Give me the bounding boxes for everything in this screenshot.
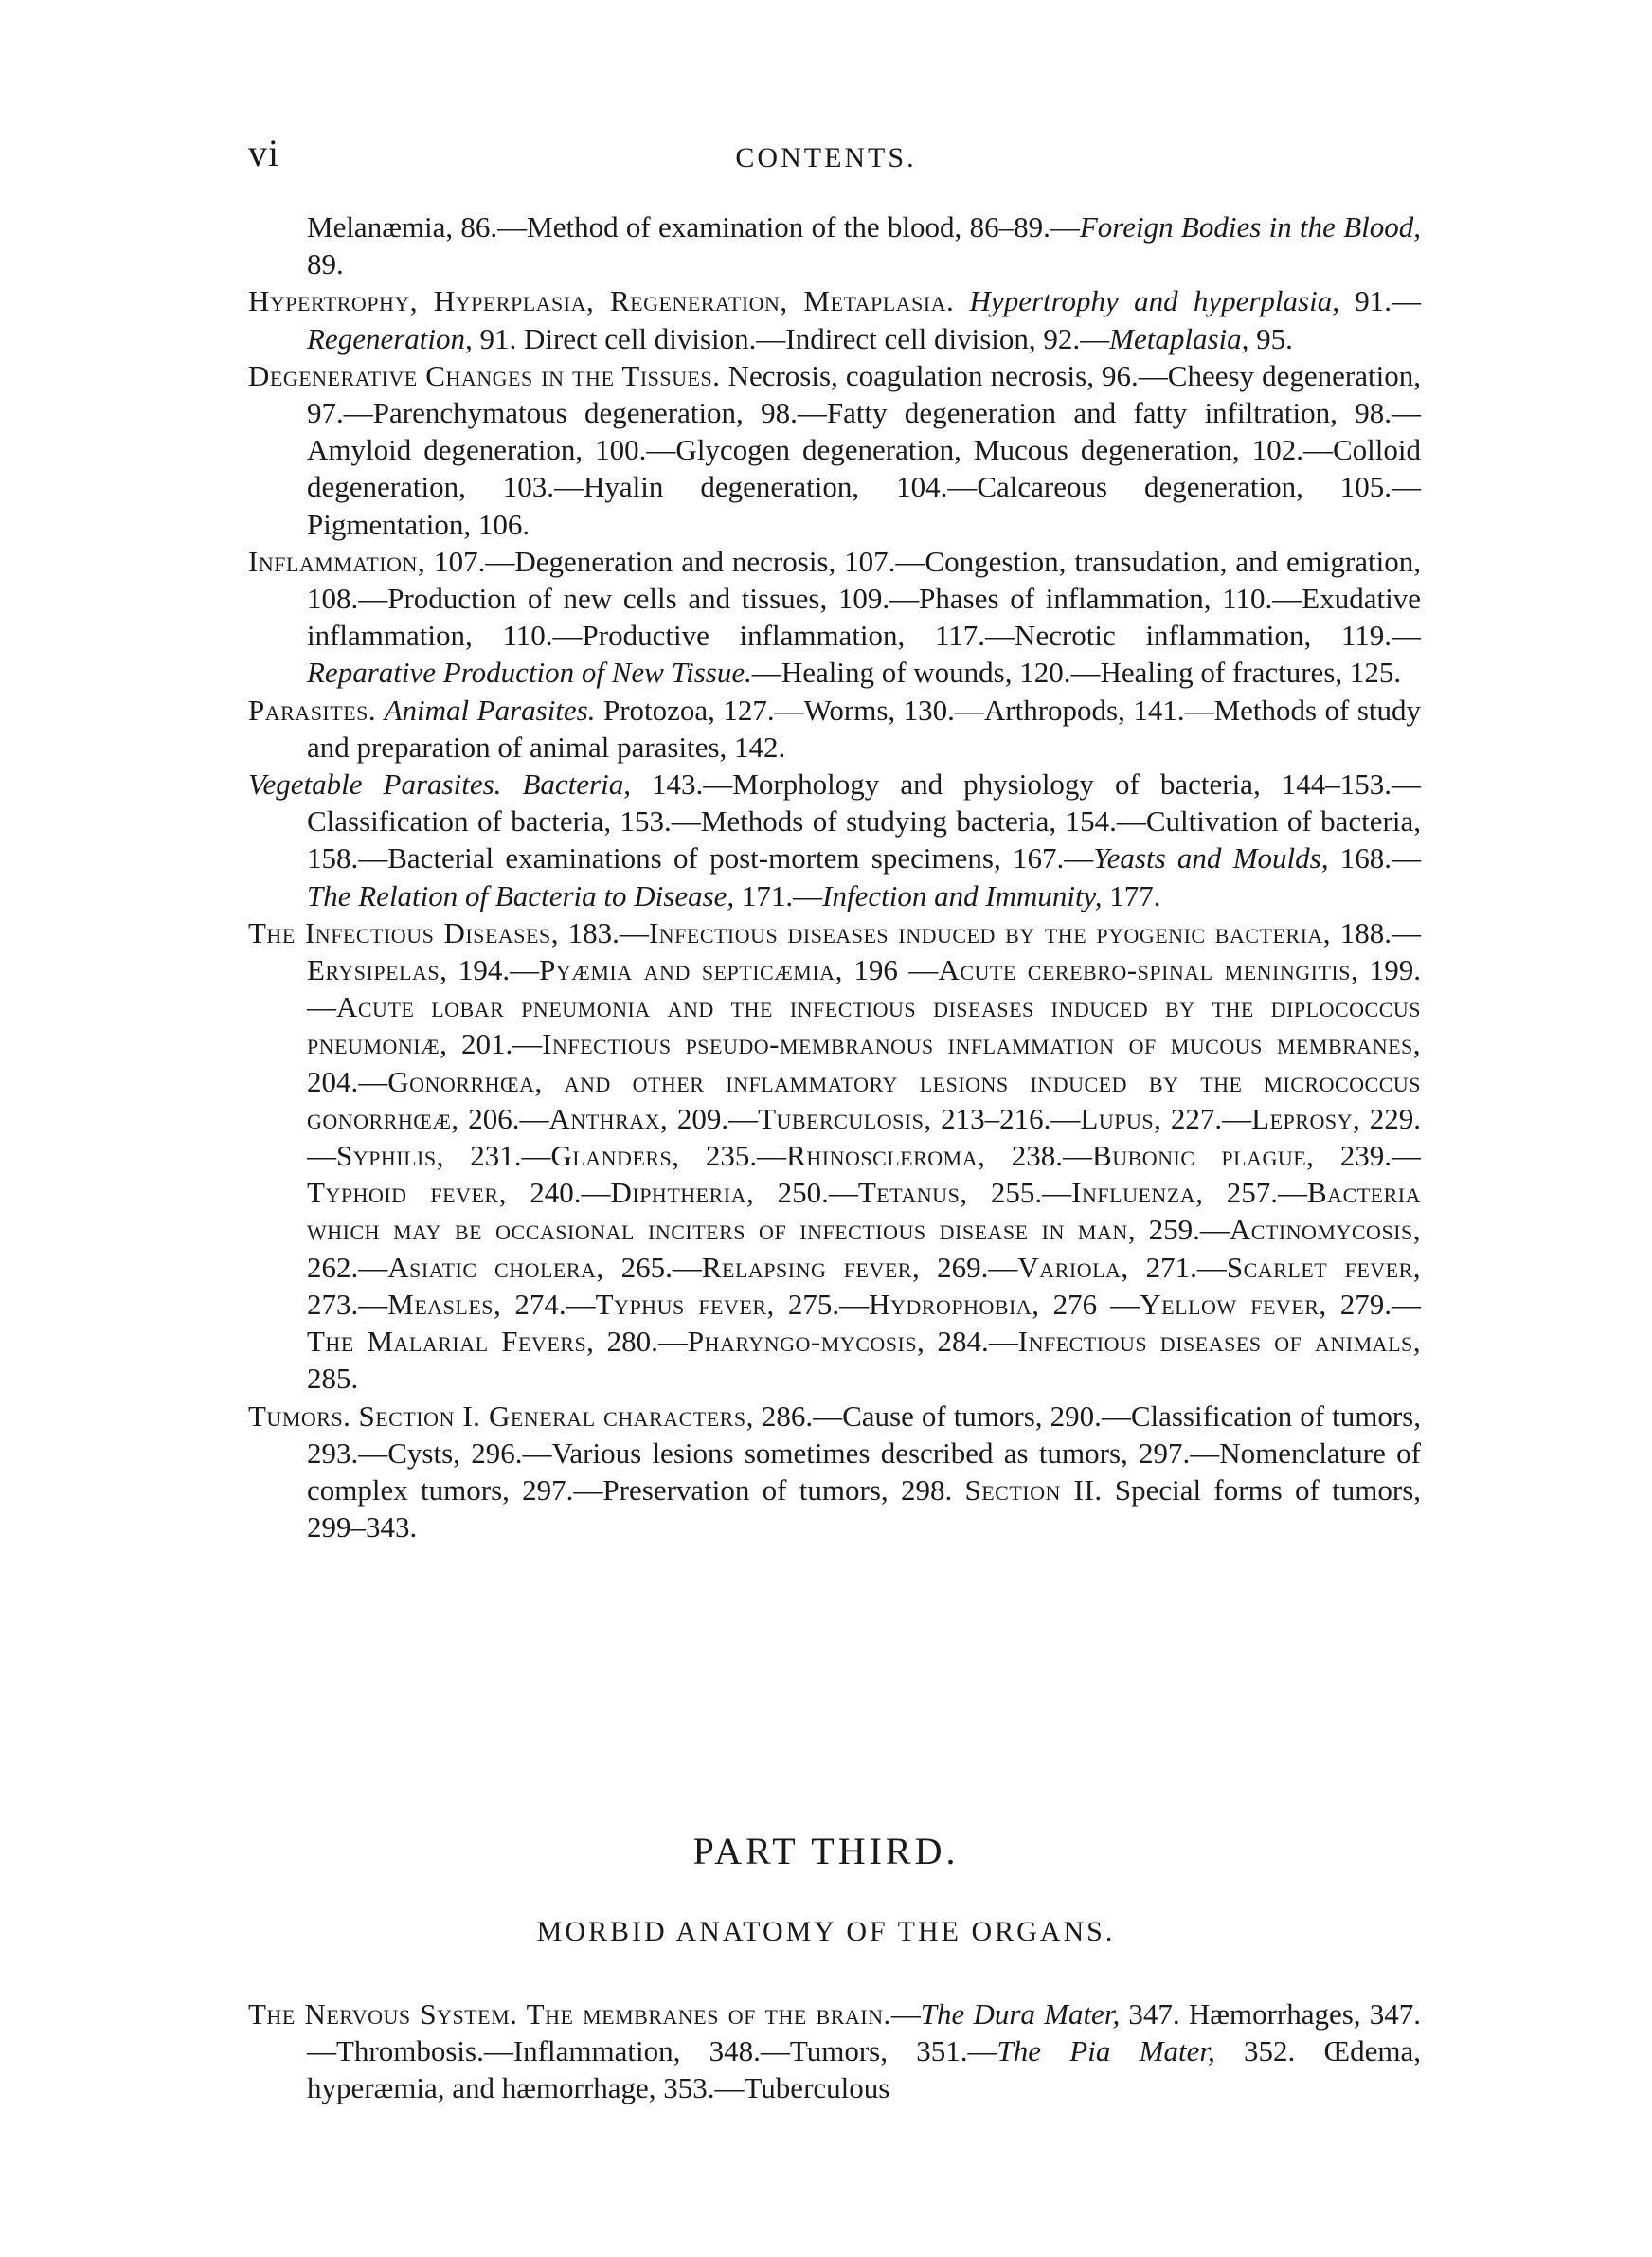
entry-heading: The Infectious Diseases, <box>248 915 559 949</box>
entry-text: 213–216.— <box>931 1101 1081 1135</box>
entry-text: The Relation of Bacteria to Disease, <box>307 878 735 912</box>
entry-text: Acute lobar pneumonia and the infectious diseases induced by the diplococcus pneumoniæ, <box>307 990 1421 1061</box>
entry-heading: Tumors. <box>248 1399 351 1433</box>
running-title: CONTENTS. <box>735 142 917 173</box>
page-header <box>0 131 1652 188</box>
contents-entry <box>248 766 1421 914</box>
entry-text: Pyæmia and septicæmia, <box>539 953 843 987</box>
entry-text: 188.— <box>1331 915 1422 949</box>
entry-text: 275.— <box>774 1287 870 1321</box>
entry-text: 231.— <box>443 1139 551 1173</box>
entry-text: Bacteria, <box>522 767 631 802</box>
entry-text: Tuberculosis, <box>758 1101 932 1135</box>
entry-text: 276 — <box>1039 1287 1140 1321</box>
entry-text: Glanders, <box>550 1139 680 1173</box>
entry-text <box>376 694 384 727</box>
entry-heading: Inflammation, <box>248 544 426 578</box>
entry-text: Hydrophobia, <box>869 1287 1040 1321</box>
entry-text: Syphilis, <box>336 1139 444 1173</box>
entry-text: The Malarial Fevers, <box>307 1325 595 1359</box>
entry-text: Variola, <box>1017 1250 1129 1284</box>
entry-text: 199.— <box>307 953 1422 1024</box>
entry-text: Leprosy, <box>1251 1101 1361 1135</box>
entry-text: Acute cerebro-spinal meningitis, <box>938 953 1359 987</box>
entry-text: Hypertrophy and hyperplasia, <box>969 284 1339 318</box>
entry-text: 196 — <box>842 953 939 987</box>
entry-text: 274.— <box>501 1287 596 1321</box>
entry-text: 250.— <box>754 1176 858 1210</box>
entry-heading: Degenerative Changes in the Tissues. <box>248 358 721 392</box>
entry-text: The Dura Mater, <box>920 1997 1121 2031</box>
contents-entry <box>248 1398 1421 1546</box>
part-heading: PART THIRD. <box>692 1830 960 1872</box>
entry-text: 235.— <box>679 1139 787 1173</box>
contents-entry <box>248 1995 1421 2107</box>
entry-text: Yellow fever, <box>1140 1287 1327 1321</box>
entry-heading: The Nervous System. <box>248 1997 518 2031</box>
contents-entry <box>248 914 1421 1398</box>
entry-text <box>501 767 522 801</box>
entry-text: 238.— <box>985 1139 1093 1173</box>
contents-entry <box>248 692 1421 766</box>
entry-text: Animal Parasites. <box>384 693 596 727</box>
entry-text: 89. <box>307 247 344 281</box>
entry-text: Necrosis, coagulation necrosis, 96.—Cheesy degeneration, 97.—Parenchymatous degeneration, 98.—Fatty degeneration and fatty infiltration, 98.—Amyloid degeneration, 100.—Glycogen degeneration, Mucous degeneration, 102.—Colloid degeneration, 103.—Hyalin degeneration, 104.—Calcareous degeneration, 105.—Pigmentation, 106. <box>307 358 1421 541</box>
entry-text: 239.— <box>1314 1139 1422 1173</box>
entry-text: 280.— <box>594 1325 688 1359</box>
entry-text: — <box>890 1997 921 2031</box>
entry-text: 259.— <box>1136 1213 1230 1247</box>
entry-text: 91. Direct cell division.—Indirect cell division, 92.— <box>472 321 1110 355</box>
entry-text: Erysipelas, <box>307 953 448 987</box>
entry-heading: Parasites. <box>248 693 377 727</box>
entry-text: 107.—Degeneration and necrosis, 107.—Congestion, transudation, and emigration, 108.—Production of new cells and tissues, 109.—Phases of inflammation, 110.—Exudative inflammation, 110.—Productive inflammation, 117.—Necrotic inflammation, 119.— <box>307 544 1421 653</box>
entry-text: Metaplasia, <box>1109 321 1249 355</box>
entry-text: Foreign Bodies in the Blood, <box>1079 210 1421 244</box>
part-subheading: MORBID ANATOMY OF THE ORGANS. <box>536 1916 1116 1947</box>
entry-text: 257.— <box>1203 1176 1307 1210</box>
entry-text: Pharyngo-mycosis, <box>687 1325 925 1359</box>
entry-text <box>954 284 969 317</box>
entry-text: Diphtheria, <box>610 1176 755 1210</box>
entry-text: 91.— <box>1338 284 1421 318</box>
entry-text: 255.— <box>967 1176 1072 1210</box>
entry-text: 284.— <box>925 1325 1018 1359</box>
entry-text: Influenza, <box>1071 1176 1204 1210</box>
entry-text: 285. <box>307 1362 359 1396</box>
entry-text: Bacteria which may be occasional inciters of infectious disease in man, <box>307 1176 1422 1247</box>
entry-text: Infectious diseases induced by the pyogenic bacteria, <box>648 915 1332 949</box>
entry-text: Tetanus, <box>857 1176 968 1210</box>
entry-text: Yeasts and Moulds, <box>1093 841 1329 876</box>
entry-text: Protozoa, 127.—Worms, 130.—Arthropods, 141.—Methods of study and preparation of animal parasites, 142. <box>307 693 1422 764</box>
entry-text: The membranes of the brain. <box>526 1997 891 2031</box>
entry-text: Gonorrhœa, and other inflammatory lesions induced by the micrococcus gonorrhœæ, <box>307 1064 1421 1135</box>
entry-text: 262.— <box>307 1250 388 1284</box>
entry-text <box>517 1997 526 2031</box>
contents-entry <box>248 543 1421 692</box>
entry-text: 209.— <box>668 1101 759 1135</box>
entry-text: 240.— <box>506 1176 611 1210</box>
entry-text: 204.— <box>307 1064 388 1098</box>
entry-text: 271.— <box>1128 1250 1227 1284</box>
entry-text: Rhinoscleroma, <box>786 1139 986 1173</box>
contents-list-part-third <box>248 1995 1421 2107</box>
contents-entry <box>248 282 1421 356</box>
entry-text: Infectious pseudo-membranous inflammation of mucous membranes, <box>542 1027 1422 1061</box>
entry-text: Melanæmia, 86.—Method of examination of the blood, 86–89.— <box>307 210 1080 244</box>
contents-list <box>248 208 1421 1545</box>
entry-text: 201.— <box>447 1027 543 1061</box>
entry-text: 177. <box>1102 878 1161 912</box>
entry-text: 229.— <box>307 1101 1421 1173</box>
entry-text: Measles, <box>387 1287 502 1321</box>
entry-text: 347. Hæmorrhages, 347.—Thrombosis.—Inflammation, 348.—Tumors, 351.— <box>307 1997 1422 2068</box>
entry-heading: Hypertrophy, Hyperplasia, Regeneration, Metaplasia. <box>248 284 955 318</box>
entry-text: 352. Œdema, hyperæmia, and hæmorrhage, 353.—Tuberculous <box>307 2034 1421 2105</box>
entry-text: Scarlet fever, <box>1226 1250 1422 1284</box>
entry-text: 286.—Cause of tumors, 290.—Classification of tumors, 293.—Cysts, 296.—Various lesions sometimes described as tumors, 297.—Nomenclature of complex tumors, 297.—Preservation of tumors, 298. <box>307 1399 1421 1507</box>
entry-text: Special forms of tumors, 299–343. <box>307 1472 1422 1544</box>
entry-text: 171.— <box>734 878 823 912</box>
entry-text: Lupus, <box>1080 1101 1162 1135</box>
entry-text: —Healing of wounds, 120.—Healing of fractures, 125. <box>751 656 1402 690</box>
entry-text: Actinomycosis, <box>1229 1213 1421 1247</box>
entry-text: 265.— <box>603 1250 702 1284</box>
entry-text: Infection and Immunity, <box>822 878 1103 912</box>
contents-entry <box>248 357 1421 543</box>
page-number: vi <box>248 132 280 174</box>
entry-text: Bubonic plague, <box>1092 1139 1315 1173</box>
entry-text: Typhus fever, <box>595 1287 775 1321</box>
entry-text: 206.— <box>458 1101 549 1135</box>
entry-text: 143.—Morphology and physiology of bacteria, 144–153.—Classification of bacteria, 153.—Methods of studying bacteria, 154.—Cultivation of bacteria, 158.—Bacterial examinations of post-mortem specimens, 167.— <box>307 767 1421 876</box>
entry-text: 279.— <box>1326 1287 1422 1321</box>
entry-text: 95. <box>1248 321 1293 355</box>
entry-text: 269.— <box>920 1250 1018 1284</box>
contents-entry <box>248 208 1421 282</box>
entry-text: The Pia Mater, <box>997 2034 1215 2068</box>
entry-text: Vegetable Parasites. <box>248 767 502 802</box>
entry-text: 194.— <box>447 953 540 987</box>
entry-text: Section I. General characters, <box>358 1399 754 1433</box>
entry-text: Regeneration, <box>307 321 473 355</box>
entry-text: Anthrax, <box>548 1101 669 1135</box>
entry-text: 183.— <box>558 915 649 949</box>
entry-text: Infectious diseases of animals, <box>1017 1325 1421 1359</box>
entry-text: Reparative Production of New Tissue. <box>307 656 752 690</box>
entry-text: 227.— <box>1161 1101 1252 1135</box>
entry-text: 168.— <box>1328 841 1422 876</box>
entry-text: Asiatic cholera, <box>387 1250 604 1284</box>
entry-text: 273.— <box>307 1287 388 1321</box>
entry-text: Typhoid fever, <box>307 1176 507 1210</box>
entry-text: Relapsing fever, <box>701 1250 921 1284</box>
entry-text: Section II. <box>964 1472 1103 1507</box>
